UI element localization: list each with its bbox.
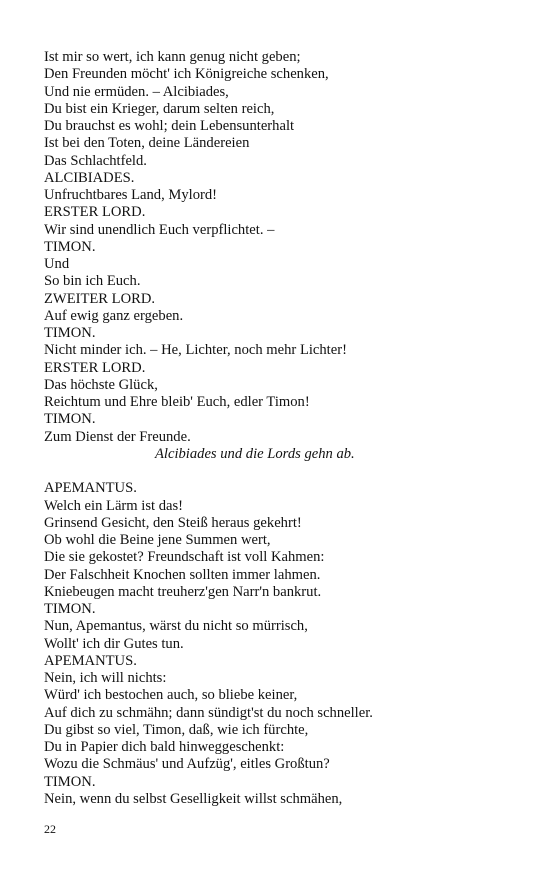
verse-line: Nein, ich will nichts:: [44, 670, 167, 686]
verse-line: Wozu die Schmäus' und Aufzüg', eitles Großtun?: [44, 756, 330, 773]
text-block-upper: [44, 49, 514, 446]
page-body: [44, 49, 514, 808]
verse-line: Das Schlachtfeld.: [44, 152, 147, 169]
verse-line: Ob wohl die Beine jene Summen wert,: [44, 532, 271, 548]
text-block-lower: [44, 480, 514, 808]
verse-line: Wir sind unendlich Euch verpflichtet. –: [44, 221, 275, 238]
verse-line: Du bist ein Krieger, darum selten reich,: [44, 100, 275, 117]
speaker-name: TIMON.: [44, 238, 96, 255]
verse-line: Und: [44, 256, 70, 272]
verse-line: Du gibst so viel, Timon, daß, wie ich fürchte,: [44, 721, 309, 738]
verse-line: Auf dich zu schmähn; dann sündigt'st du noch schneller.: [44, 704, 373, 721]
verse-line: Welch ein Lärm ist das!: [44, 497, 184, 514]
verse-line: Unfruchtbares Land, Mylord!: [44, 187, 218, 203]
speaker-name: ALCIBIADES.: [44, 169, 135, 186]
verse-line: Ist mir so wert, ich kann genug nicht geben;: [44, 49, 301, 65]
verse-line: Wollt' ich dir Gutes tun.: [44, 635, 184, 652]
section-gap: [44, 463, 514, 480]
verse-line: Kniebeugen macht treuherz'gen Narr'n bankrut.: [44, 583, 322, 600]
verse-line: Du brauchst es wohl; dein Lebensunterhalt: [44, 118, 295, 134]
stage-direction: Alcibiades und die Lords gehn ab.: [155, 445, 355, 462]
speaker-name: ERSTER LORD.: [44, 359, 146, 376]
verse-line: Und nie ermüden. – Alcibiades,: [44, 83, 229, 100]
verse-line: Nicht minder ich. – He, Lichter, noch mehr Lichter!: [44, 342, 347, 359]
speaker-name: APEMANTUS.: [44, 652, 137, 669]
verse-line: Nun, Apemantus, wärst du nicht so mürrisch,: [44, 618, 308, 635]
verse-line: Nein, wenn du selbst Geselligkeit willst schmähen,: [44, 790, 343, 807]
verse-line: Das höchste Glück,: [44, 376, 158, 393]
speaker-name: TIMON.: [44, 601, 96, 617]
verse-line: Grinsend Gesicht, den Steiß heraus gekehrt!: [44, 514, 302, 531]
speaker-name: APEMANTUS.: [44, 480, 137, 497]
speaker-name: TIMON.: [44, 773, 96, 790]
speaker-name: TIMON.: [44, 325, 96, 341]
verse-line: Reichtum und Ehre bleib' Euch, edler Timon!: [44, 394, 310, 410]
verse-line: Die sie gekostet? Freundschaft ist voll Kahmen:: [44, 549, 325, 566]
page-number: 22: [44, 822, 56, 836]
speaker-name: TIMON.: [44, 411, 96, 428]
verse-line: Würd' ich bestochen auch, so bliebe keiner,: [44, 687, 298, 704]
verse-line: Der Falschheit Knochen sollten immer lahmen.: [44, 566, 321, 583]
verse-line: Du in Papier dich bald hinweggeschenkt:: [44, 739, 285, 755]
speaker-name: ZWEITER LORD.: [44, 290, 156, 307]
verse-line: Ist bei den Toten, deine Ländereien: [44, 135, 250, 152]
verse-line: Den Freunden möcht' ich Königreiche schenken,: [44, 66, 329, 83]
verse-line: Zum Dienst der Freunde.: [44, 428, 191, 445]
verse-line: So bin ich Euch.: [44, 273, 141, 290]
speaker-name: ERSTER LORD.: [44, 204, 146, 221]
verse-line: Auf ewig ganz ergeben.: [44, 307, 184, 324]
